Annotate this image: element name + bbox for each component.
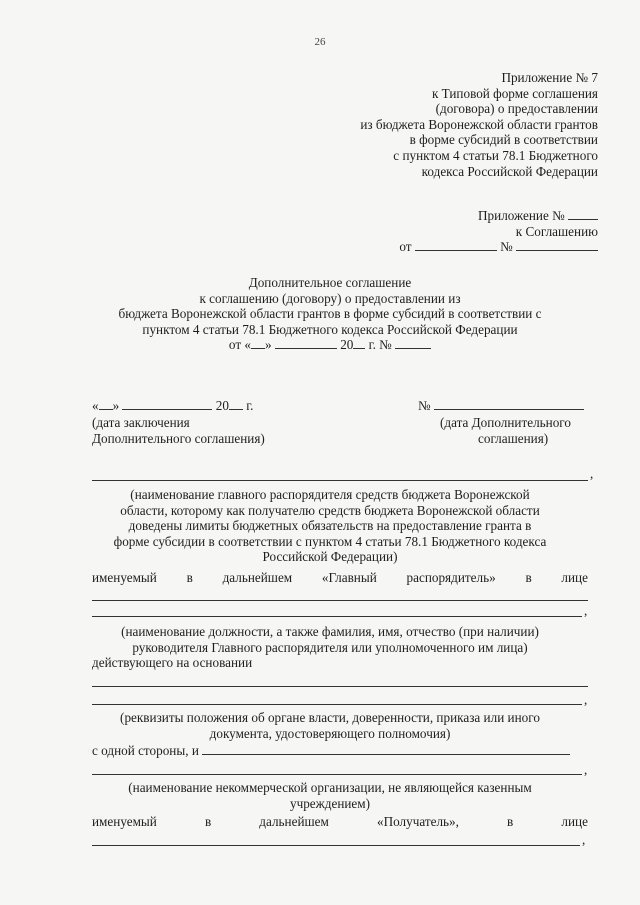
- agreement-to: к Соглашению: [515, 223, 598, 239]
- conclusion-date-caption-1: (дата заключения: [92, 415, 190, 430]
- comma: ,: [590, 466, 594, 481]
- caption-line: (наименование главного распорядителя средств бюджета Воронежской: [130, 487, 530, 502]
- appendix-line: из бюджета Воронежской области грантов: [360, 116, 598, 132]
- agreement-reference: [399, 208, 598, 255]
- caption-line: учреждением): [289, 795, 371, 811]
- acting-basis-label: действующего на основании: [92, 655, 253, 670]
- agreement-number-field: №: [418, 398, 584, 414]
- comma: ,: [584, 603, 588, 618]
- official-name-line-1: [92, 600, 588, 601]
- caption-line: доведены лимиты бюджетных обязательств на предоставление гранта в: [128, 518, 532, 534]
- appendix-line: (договора) о предоставлении: [435, 101, 598, 117]
- title-line: бюджета Воронежской области грантов в форме субсидий в соответствии с: [118, 306, 542, 322]
- caption-line: Российской Федерации): [262, 549, 398, 565]
- title-date-line: от « » 20 г. №: [60, 337, 600, 353]
- agreement-date-number: от №: [399, 239, 598, 255]
- nko-name-line: [92, 774, 582, 775]
- caption-line: форме субсидии в соответствии с пунктом 4 статьи 78.1 Бюджетного кодекса: [113, 533, 547, 549]
- agreement-date-caption-2: соглашения): [478, 431, 549, 446]
- caption-line: документа, удостоверяющего полномочия): [209, 725, 451, 741]
- one-side-label: с одной стороны, и: [92, 743, 570, 759]
- caption-line: области, которому как получателю средств бюджета Воронежской области: [120, 502, 540, 518]
- comma: ,: [584, 692, 588, 707]
- grbs-caption: [60, 487, 600, 565]
- title-line: Дополнительное соглашение: [248, 275, 412, 290]
- appendix-header: [360, 70, 598, 179]
- title-line: к соглашению (договору) о предоставлении из: [199, 290, 461, 306]
- appendix-line: в форме субсидий в соответствии: [409, 132, 598, 148]
- conclusion-date-caption-2: Дополнительного соглашения): [92, 431, 265, 446]
- page-number: 26: [314, 36, 326, 48]
- named-grbs-line: именуемый в дальнейшем «Главный распорядитель» в лице: [92, 570, 588, 585]
- document-title: [60, 275, 600, 353]
- caption-line: (реквизиты положения об органе власти, доверенности, приказа или иного: [120, 710, 540, 725]
- official-name-line-2: [92, 616, 582, 617]
- appendix-line: с пунктом 4 статьи 78.1 Бюджетного: [393, 147, 598, 163]
- caption-line: (наименование некоммерческой организации, не являющейся казенным: [128, 780, 532, 795]
- agreement-appendix-no: Приложение №: [399, 208, 598, 224]
- appendix-line: Приложение № 7: [501, 70, 598, 85]
- conclusion-date-field: « » 20 г.: [92, 398, 254, 413]
- named-recipient-line: именуемый в дальнейшем «Получатель», в лице: [92, 814, 588, 829]
- grbs-name-line: [92, 480, 588, 481]
- title-line: пунктом 4 статьи 78.1 Бюджетного кодекса Российской Федерации: [142, 321, 518, 337]
- basis-line-2: [92, 704, 582, 705]
- caption-line: (наименование должности, а также фамилия, имя, отчество (при наличии): [121, 624, 539, 639]
- basis-line-1: [92, 686, 588, 687]
- comma: ,: [582, 832, 586, 847]
- recipient-representative-line: [92, 845, 580, 846]
- appendix-line: к Типовой форме соглашения: [431, 85, 598, 101]
- appendix-line: кодекса Российской Федерации: [421, 163, 598, 179]
- basis-caption: [60, 710, 600, 741]
- nko-caption: [60, 780, 600, 811]
- official-caption: [60, 624, 600, 655]
- caption-line: руководителя Главного распорядителя или уполномоченного им лица): [132, 639, 528, 655]
- comma: ,: [584, 762, 588, 777]
- agreement-date-caption-1: (дата Дополнительного: [440, 415, 571, 430]
